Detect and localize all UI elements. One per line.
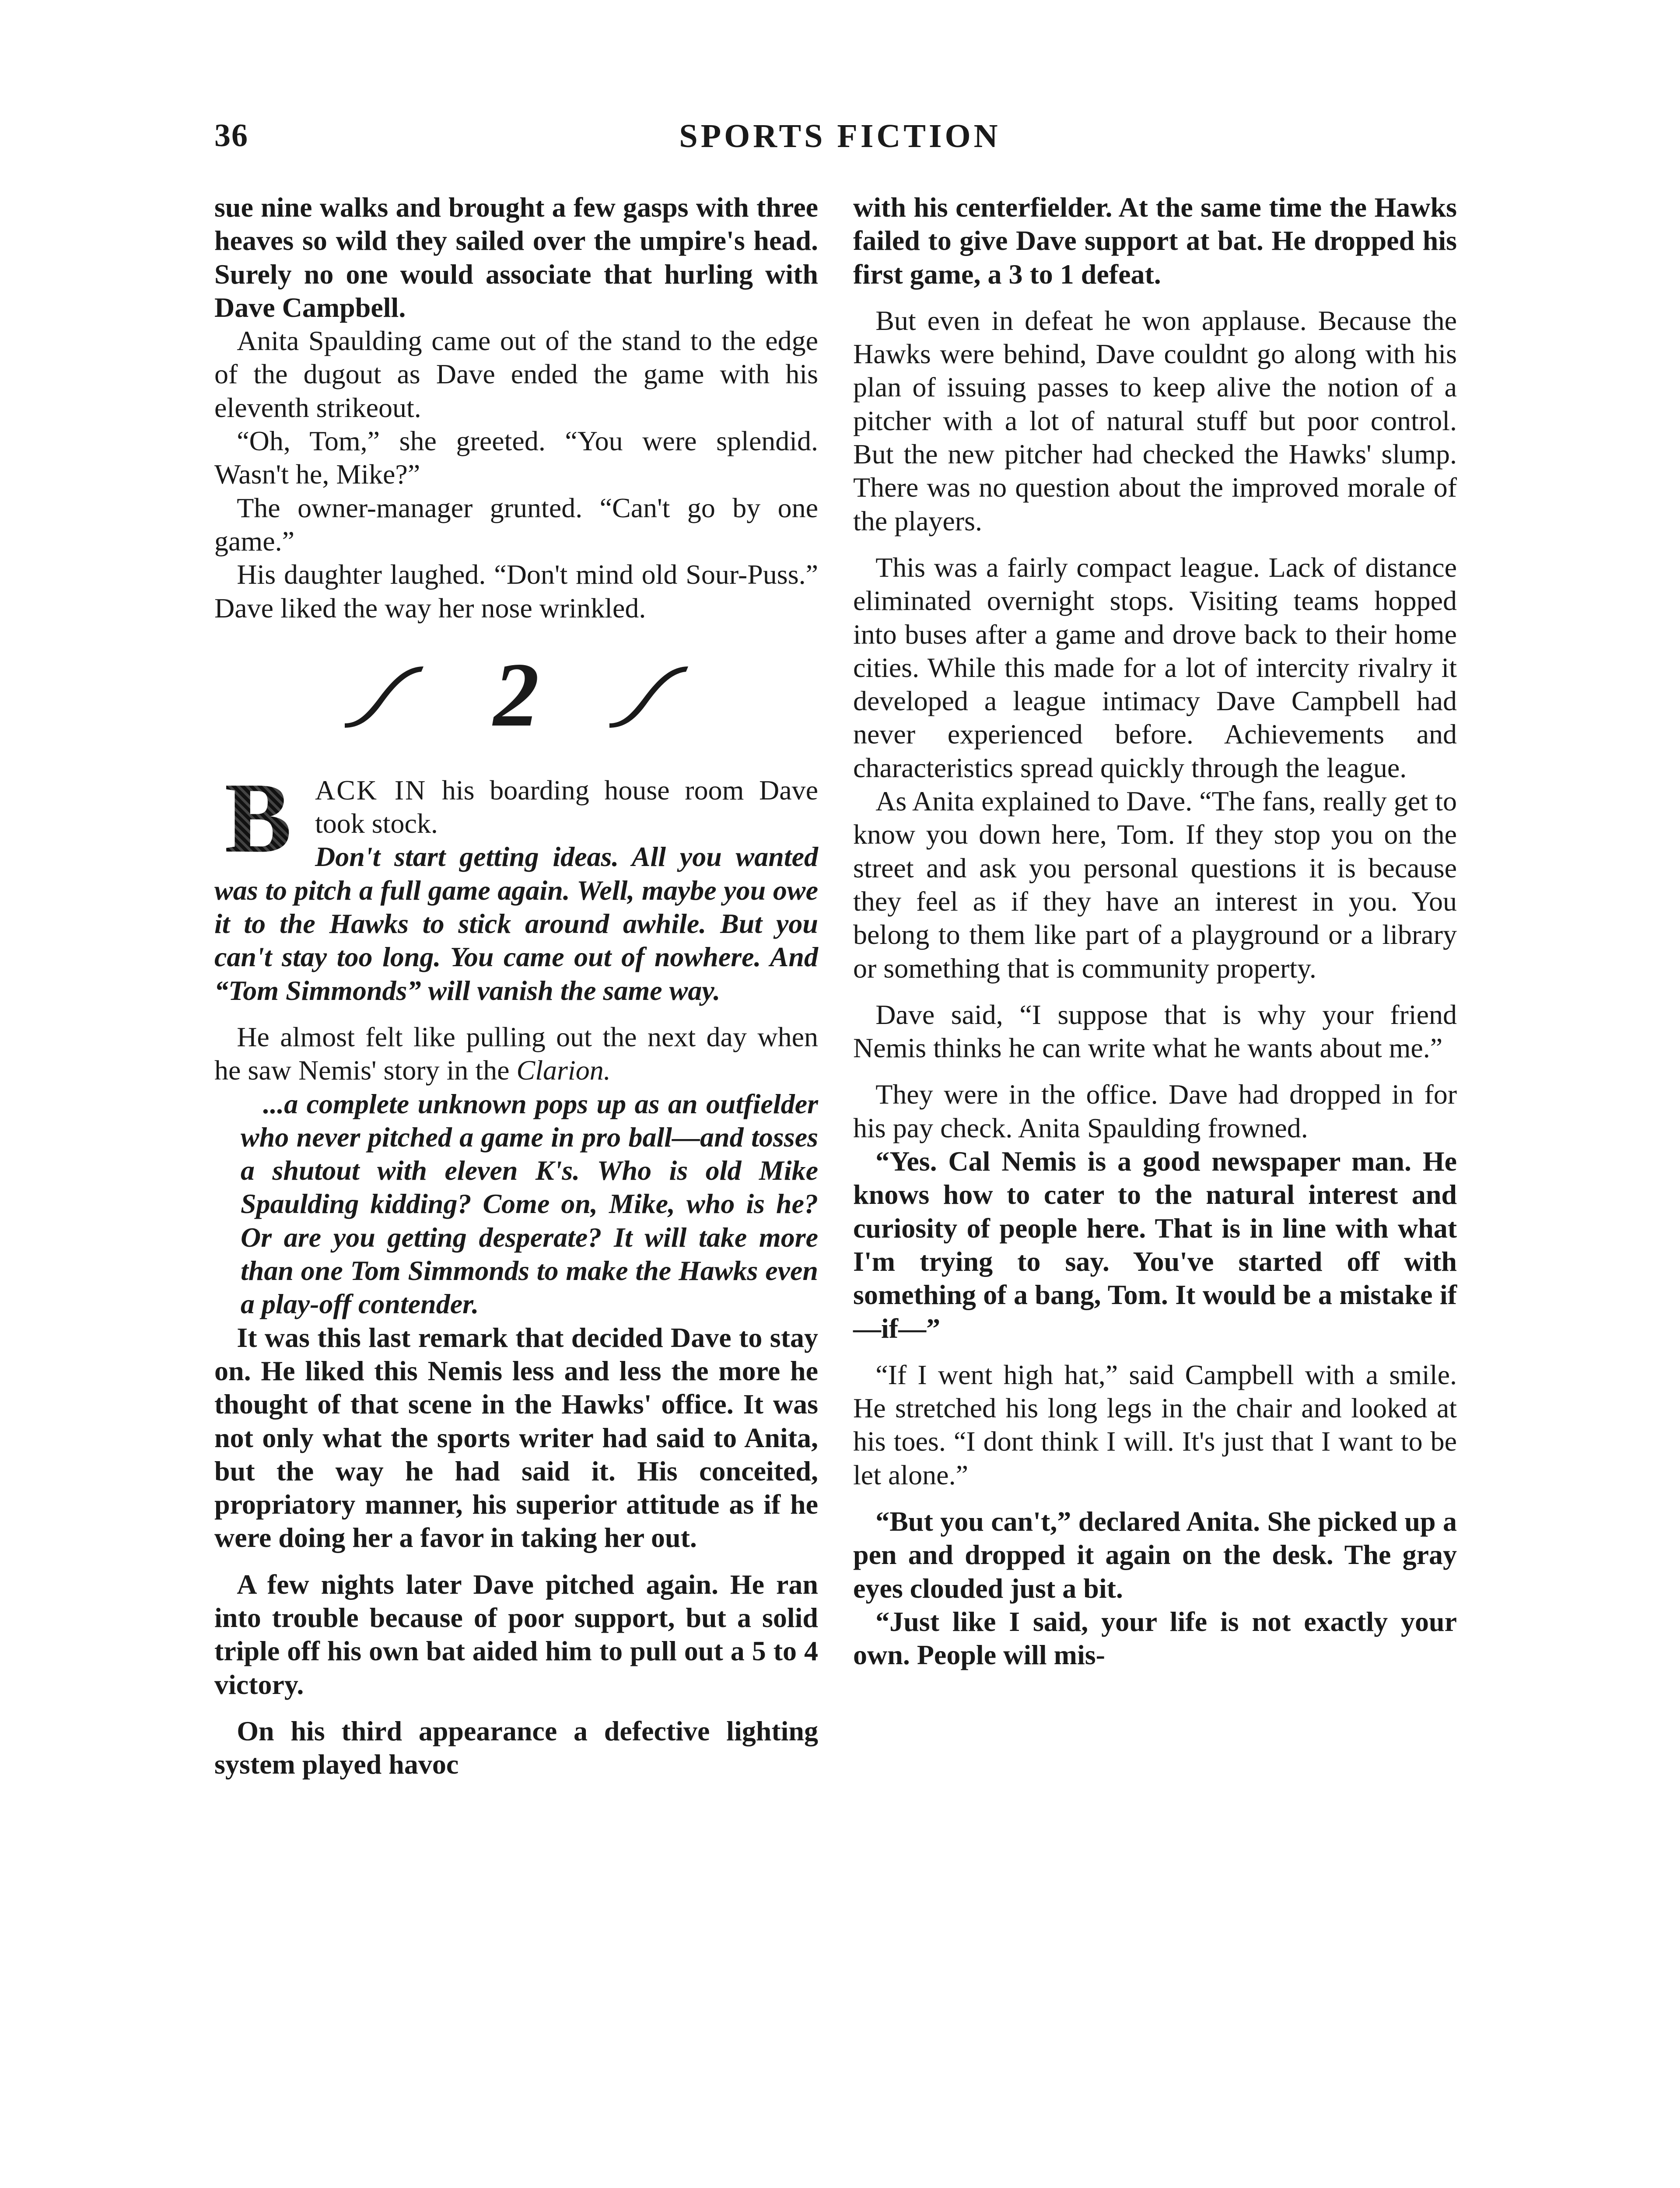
chapter-opening [214,761,819,1007]
paragraph [214,1020,818,1087]
running-title: SPORTS FICTION [679,118,1001,154]
paragraph: with his centerfielder. At the same time the Hawks failed to give Dave support at bat. He dropped his first game, a 3 to 1 defeat. [853,192,1457,290]
swash-ornament-icon [605,662,693,728]
newspaper-quote: ...a complete unknown pops up as an outfielder who never pitched a game in pro ball—and tosses a shutout with eleven K's. Who is old Mike Spaulding kidding? Come on, Mike, who is he? Or are you getting desperate? It will take more than one Tom Simmonds to make the Hawks even a play-off contender. [241,1088,818,1320]
page-header [214,117,1466,165]
paragraph: It was this last remark that decided Dave to stay on. He liked this Nemis less and less the more he thought of that scene in the Hawks' office. It was not only what the sports writer had said to Anita, but the way he had said it. His conceited, propriatory manner, his superior attitude as if he were doing her a favor in taking her out. [214,1322,818,1553]
paragraph: His daughter laughed. “Don't mind old Sour-Puss.” Dave liked the way her nose wrinkled. [214,559,818,624]
paragraph [214,774,818,841]
paragraph: sue nine walks and brought a few gasps with three heaves so wild they sailed over the umpire's head. Surely no one would associate that hurling with Dave Campbell. [214,192,818,323]
paragraph: A few nights later Dave pitched again. He ran into trouble because of poor support, but a solid triple off his own bat aided him to pull out a 5 to 4 victory. [214,1568,818,1700]
paragraph: They were in the office. Dave had dropped in for his pay check. Anita Spaulding frowned. [853,1079,1457,1143]
paragraph: On his third appearance a defective lighting system played havoc [214,1715,818,1780]
paragraph: “Oh, Tom,” she greeted. “You were splendid. Wasn't he, Mike?” [214,425,818,490]
paragraph: “But you can't,” declared Anita. She picked up a pen and dropped it again on the desk. The gray eyes clouded just a bit. [853,1505,1457,1604]
section-break [214,642,818,747]
paragraph: Anita Spaulding came out of the stand to the edge of the dugout as Dave ended the game with his eleventh strikeout. [214,325,818,423]
paragraph: “Just like I said, your life is not exactly your own. People will mis- [853,1606,1457,1671]
paragraph: This was a fairly compact league. Lack of distance eliminated overnight stops. Visiting teams hopped into buses after a game and drove back to their home cities. While this made for a lot of intercity rivalry it developed a league intimacy Dave Campbell had never experienced before. Achievements and characteristics spread quickly through the league. [853,551,1457,783]
drop-cap: B [214,776,302,859]
text-run: He almost felt like pulling out the next day when he saw Nemis' story in the [214,1021,818,1086]
paragraph: As Anita explained to Dave. “The fans, really get to know you down here, Tom. If they stop you on the street and ask you personal questions it is because they feel as if they have an interest in you. You belong to them like part of a playground or a library or something that is community property. [853,785,1457,984]
newspaper-name: Clarion. [516,1055,611,1086]
left-column [214,191,818,1781]
page-number: 36 [214,118,248,154]
paragraph: But even in defeat he won applause. Because the Hawks were behind, Dave couldnt go along with his plan of issuing passes to keep alive the notion of a pitcher with a lot of natural stuff but poor control. But the new pitcher had checked the Hawks' slump. There was no question about the improved morale of the players. [853,305,1457,536]
paragraph: Dave said, “I suppose that is why your friend Nemis thinks he can write what he wants about me.” [853,999,1457,1064]
paragraph: “Yes. Cal Nemis is a good newspaper man. He knows how to cater to the natural interest and curiosity of people here. That is in line with what I'm trying to say. You've started off with something of a bang, Tom. It would be a mistake if—if—” [853,1146,1457,1344]
section-number: 2 [493,644,539,746]
lead-in: ACK IN [315,774,427,806]
swash-ornament-icon [340,662,428,728]
right-column [853,191,1457,1672]
paragraph: The owner-manager grunted. “Can't go by one game.” [214,492,818,557]
paragraph: “If I went high hat,” said Campbell with a smile. He stretched his long legs in the chair and looked at his toes. “I dont think I will. It's just that I want to be let alone.” [853,1359,1457,1490]
italic-paragraph: Don't start getting ideas. All you wanted was to pitch a full game again. Well, maybe you owe it to the Hawks to stick around awhile. But you can't stay too long. You came out of nowhere. And “Tom Simmonds” will vanish the same way. [214,841,818,1006]
text-run: his boarding house room Dave took stock. [315,774,819,839]
